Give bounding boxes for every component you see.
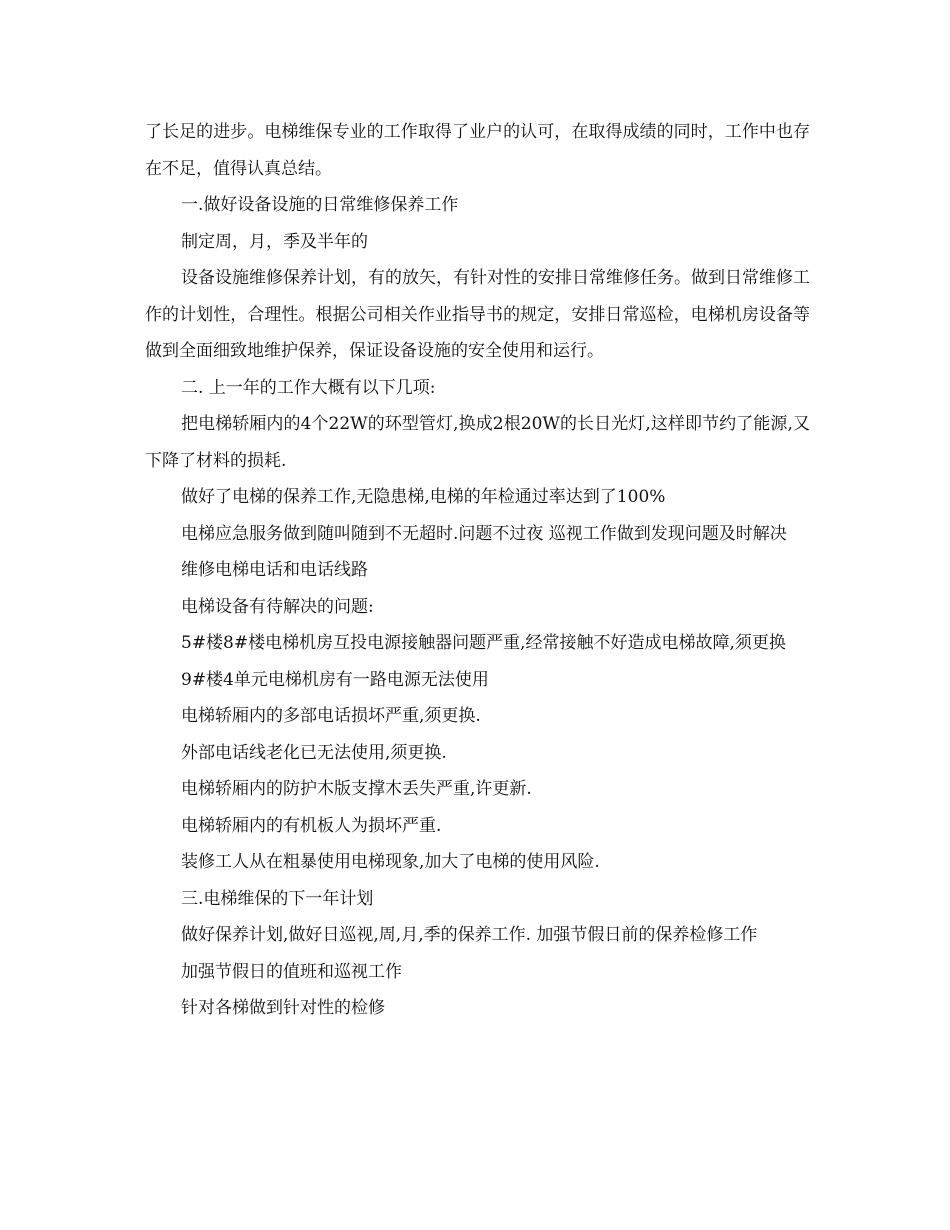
list-item-work-4: 维修电梯电话和电话线路 <box>181 560 368 580</box>
list-item-problem-4: 外部电话线老化已无法使用,须更换. <box>181 742 447 763</box>
list-item-work-2: 做好了电梯的保养工作,无隐患梯,电梯的年检通过率达到了100% <box>181 487 666 507</box>
list-item-work-1: 把电梯轿厢内的4个22W的环型管灯,换成2根20W的长日光灯,这样即节约了能源,又下降了材料的损耗. <box>145 414 810 471</box>
list-item-problem-6: 电梯轿厢内的有机板人为损坏严重. <box>181 815 442 836</box>
section-heading-3: 三.电梯维保的下一年计划 <box>181 888 374 909</box>
list-item-plan-2: 加强节假日的值班和巡视工作 <box>181 961 402 982</box>
list-item-problem-3: 电梯轿厢内的多部电话损坏严重,须更换. <box>181 706 481 726</box>
list-item-plan-3: 针对各梯做到针对性的检修 <box>181 998 385 1018</box>
section-heading-2: 二. 上一年的工作大概有以下几项: <box>181 377 436 398</box>
list-item-work-3: 电梯应急服务做到随叫随到不无超时.问题不过夜 巡视工作做到发现问题及时解决 <box>181 523 787 544</box>
list-item-problem-2: 9#楼4单元电梯机房有一路电源无法使用 <box>181 669 489 690</box>
list-item-problem-7: 装修工人从在粗暴使用电梯现象,加大了电梯的使用风险. <box>181 852 600 872</box>
list-item-plan-1: 做好保养计划,做好日巡视,周,月,季的保养工作. 加强节假日前的保养检修工作 <box>181 925 758 945</box>
section-heading-1: 一.做好设备设施的日常维修保养工作 <box>181 195 459 215</box>
paragraph-1: 了长足的进步。电梯维保专业的工作取得了业户的认可，在取得成绩的同时，工作中也存在不足，值得认真总结。 <box>145 122 810 179</box>
subheading-problems: 电梯设备有待解决的问题: <box>181 596 374 617</box>
list-item-problem-1: 5#楼8#楼电梯机房互投电源接触器问题严重,经常接触不好造成电梯故障,须更换 <box>181 633 786 653</box>
list-item-problem-5: 电梯轿厢内的防护木版支撑木丢失严重,许更新. <box>181 779 532 799</box>
paragraph-2: 制定周，月，季及半年的 <box>181 231 368 252</box>
document-body <box>145 114 810 1027</box>
paragraph-3: 设备设施维修保养计划，有的放矢，有针对性的安排日常维修任务。做到日常维修工作的计划性，合理性。根据公司相关作业指导书的规定，安排日常巡检，电梯机房设备等做到全面细致地维护保养，保证设备设施的安全使用和运行。 <box>145 268 810 361</box>
